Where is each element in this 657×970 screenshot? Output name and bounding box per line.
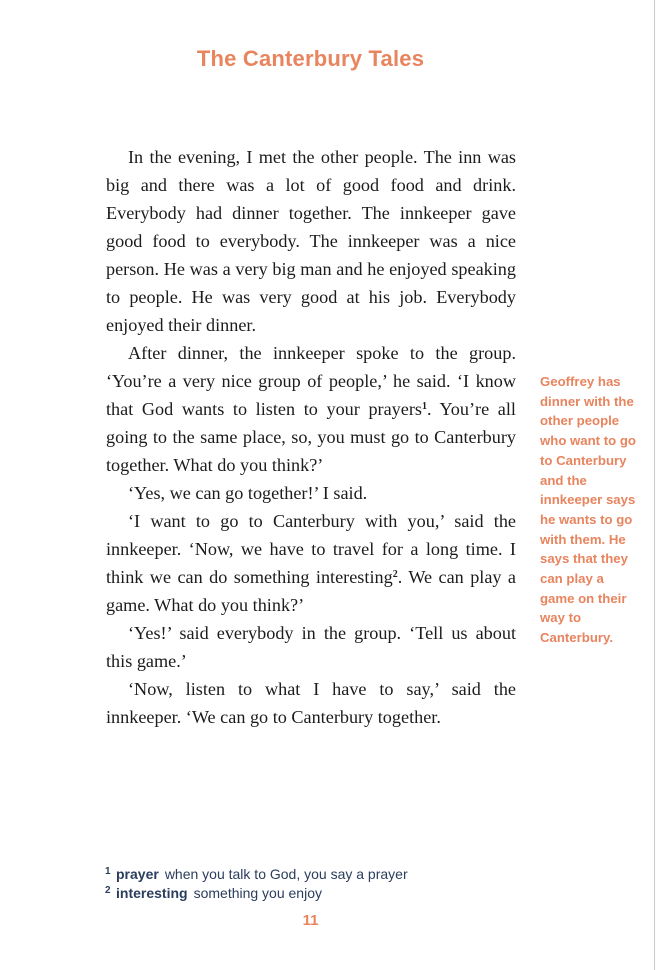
footnote-term: interesting [116, 885, 188, 901]
paragraph: After dinner, the innkeeper spoke to the group. ‘You’re a very nice group of people,’ he said. ‘I know that God wants to listen to your prayers$^1$. You’re all going to the same place, so, you must go to Canterbury together. What do you think?’ [106, 343, 516, 475]
footnote-item: 1 prayer when you talk to God, you say a prayer [105, 866, 408, 882]
page-title: The Canterbury Tales [196, 46, 425, 71]
paragraph: ‘I want to go to Canterbury with you,’ said the innkeeper. ‘Now, we have to travel for a long time. I think we can do something interesting$^2$. We can play a game. What do you think?’ [106, 511, 516, 615]
footnote-term: prayer [116, 866, 159, 882]
paragraph: ‘Yes, we can go together!’ I said. [128, 483, 368, 503]
footnote-marker: 1 [421, 401, 427, 412]
paragraph: ‘Now, listen to what I have to say,’ said the innkeeper. ‘We can go to Canterbury together. [106, 679, 516, 727]
footnote-definition: something you enjoy [193, 885, 322, 901]
footnote-definition: when you talk to God, you say a prayer [164, 866, 408, 882]
page-number: 11 [302, 912, 319, 929]
footnote-item: 2 interesting something you enjoy [105, 885, 322, 901]
page-edge-line [654, 0, 655, 970]
paragraph: ‘Yes!’ said everybody in the group. ‘Tell us about this game.’ [106, 623, 516, 671]
paragraph: In the evening, I met the other people. The inn was big and there was a lot of good food and drink. Everybody had dinner together. The innkeeper gave good food to everybody. The innkeeper was a nice person. He was a very big man and he enjoyed speaking to people. He was very good at his job. Everybody enjoyed their dinner. [106, 147, 516, 335]
story-text [106, 143, 516, 731]
footnote-marker: 2 [392, 569, 398, 580]
margin-summary-note: Geoffrey has dinner with the other people who want to go to Canterbury and the innkeeper says he wants to go with them. He says that they can play a game on their way to Canterbury. [540, 374, 636, 646]
footnotes [105, 865, 525, 903]
